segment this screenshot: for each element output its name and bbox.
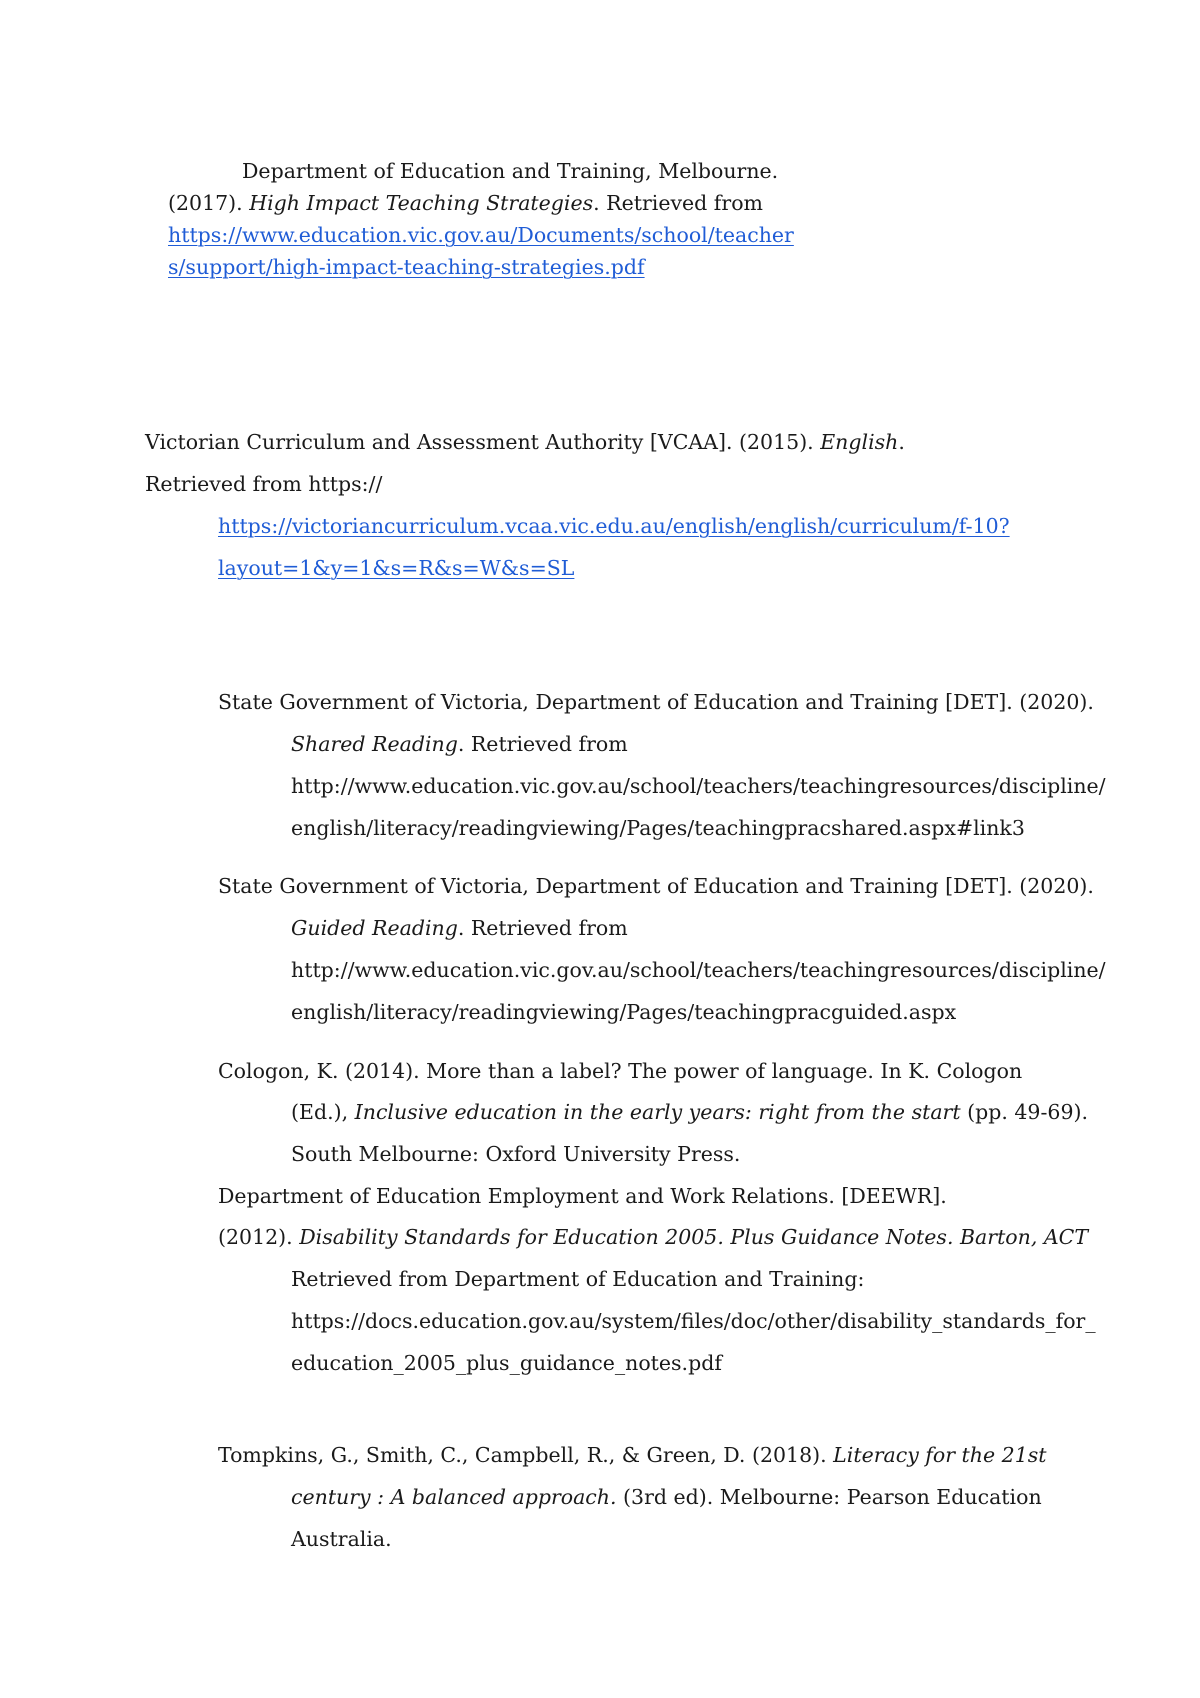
ref-vcaa-line1: Victorian Curriculum and Assessment Authority [VCAA]. (2015). English. [145, 430, 905, 454]
ref-tompkins-title-part2: century : A balanced approach. [291, 1485, 617, 1509]
ref-shared-reading-url-line2: english/literacy/readingviewing/Pages/teachingpracshared.aspx#link3 [291, 816, 1025, 840]
ref-det-hits-url-line1[interactable]: https://www.education.vic.gov.au/Documents/school/teacher [168, 223, 794, 247]
ref-cologon-line2: (Ed.), Inclusive education in the early years: right from the start (pp. 49-69). [291, 1100, 1088, 1124]
ref-det-hits-url-line2[interactable]: s/support/high-impact-teaching-strategies.pdf [168, 255, 645, 279]
ref-vcaa-url-line1[interactable]: https://victoriancurriculum.vcaa.vic.edu.au/english/english/curriculum/f-10? [218, 514, 1010, 538]
ref-deewr-title: Disability Standards for Education 2005. Plus Guidance Notes. Barton, ACT [299, 1225, 1089, 1249]
ref-shared-reading-title: Shared Reading [291, 732, 458, 756]
ref-tompkins-title-part1: Literacy for the 21st [833, 1443, 1047, 1467]
ref-tompkins-line1: Tompkins, G., Smith, C., Campbell, R., & Green, D. (2018). Literacy for the 21st [218, 1443, 1047, 1467]
ref-guided-reading-title: Guided Reading [291, 916, 458, 940]
ref-det-hits-line2: (2017). High Impact Teaching Strategies. Retrieved from [168, 191, 763, 215]
ref-cologon-line1: Cologon, K. (2014). More than a label? The power of language. In K. Cologon [218, 1059, 1023, 1083]
ref-shared-reading-line1: State Government of Victoria, Department of Education and Training [DET]. (2020). [218, 690, 1094, 714]
ref-cologon-publisher: South Melbourne: Oxford University Press. [291, 1142, 741, 1166]
ref-guided-reading-line1: State Government of Victoria, Department of Education and Training [DET]. (2020). [218, 874, 1094, 898]
ref-guided-reading-url-line1: http://www.education.vic.gov.au/school/teachers/teachingresources/discipline/ [291, 958, 1106, 982]
ref-shared-reading-line2: Shared Reading. Retrieved from [291, 732, 628, 756]
ref-vcaa-title: English [820, 430, 899, 454]
ref-guided-reading-line2: Guided Reading. Retrieved from [291, 916, 628, 940]
ref-det-hits-title: High Impact Teaching Strategies [249, 191, 594, 215]
ref-shared-reading-url-line1: http://www.education.vic.gov.au/school/teachers/teachingresources/discipline/ [291, 774, 1106, 798]
ref-deewr-url-line1: https://docs.education.gov.au/system/files/doc/other/disability_standards_for_ [291, 1309, 1096, 1333]
ref-det-hits-line1: Department of Education and Training, Melbourne. [242, 159, 779, 183]
ref-vcaa-url-line2[interactable]: layout=1&y=1&s=R&s=W&s=SL [218, 556, 575, 580]
ref-deewr-retrieved: Retrieved from Department of Education and Training: [291, 1267, 865, 1291]
ref-deewr-line1: Department of Education Employment and Work Relations. [DEEWR]. [218, 1184, 947, 1208]
ref-cologon-title: Inclusive education in the early years: right from the start [354, 1100, 961, 1124]
ref-guided-reading-url-line2: english/literacy/readingviewing/Pages/teachingpracguided.aspx [291, 1000, 957, 1024]
ref-tompkins-line2: century : A balanced approach. (3rd ed). Melbourne: Pearson Education [291, 1485, 1042, 1509]
ref-deewr-line2: (2012). Disability Standards for Education 2005. Plus Guidance Notes. Barton, ACT [218, 1225, 1089, 1249]
ref-deewr-url-line2: education_2005_plus_guidance_notes.pdf [291, 1351, 722, 1375]
ref-tompkins-location: Australia. [291, 1527, 392, 1551]
ref-vcaa-retrieved: Retrieved from https:// [145, 472, 383, 496]
